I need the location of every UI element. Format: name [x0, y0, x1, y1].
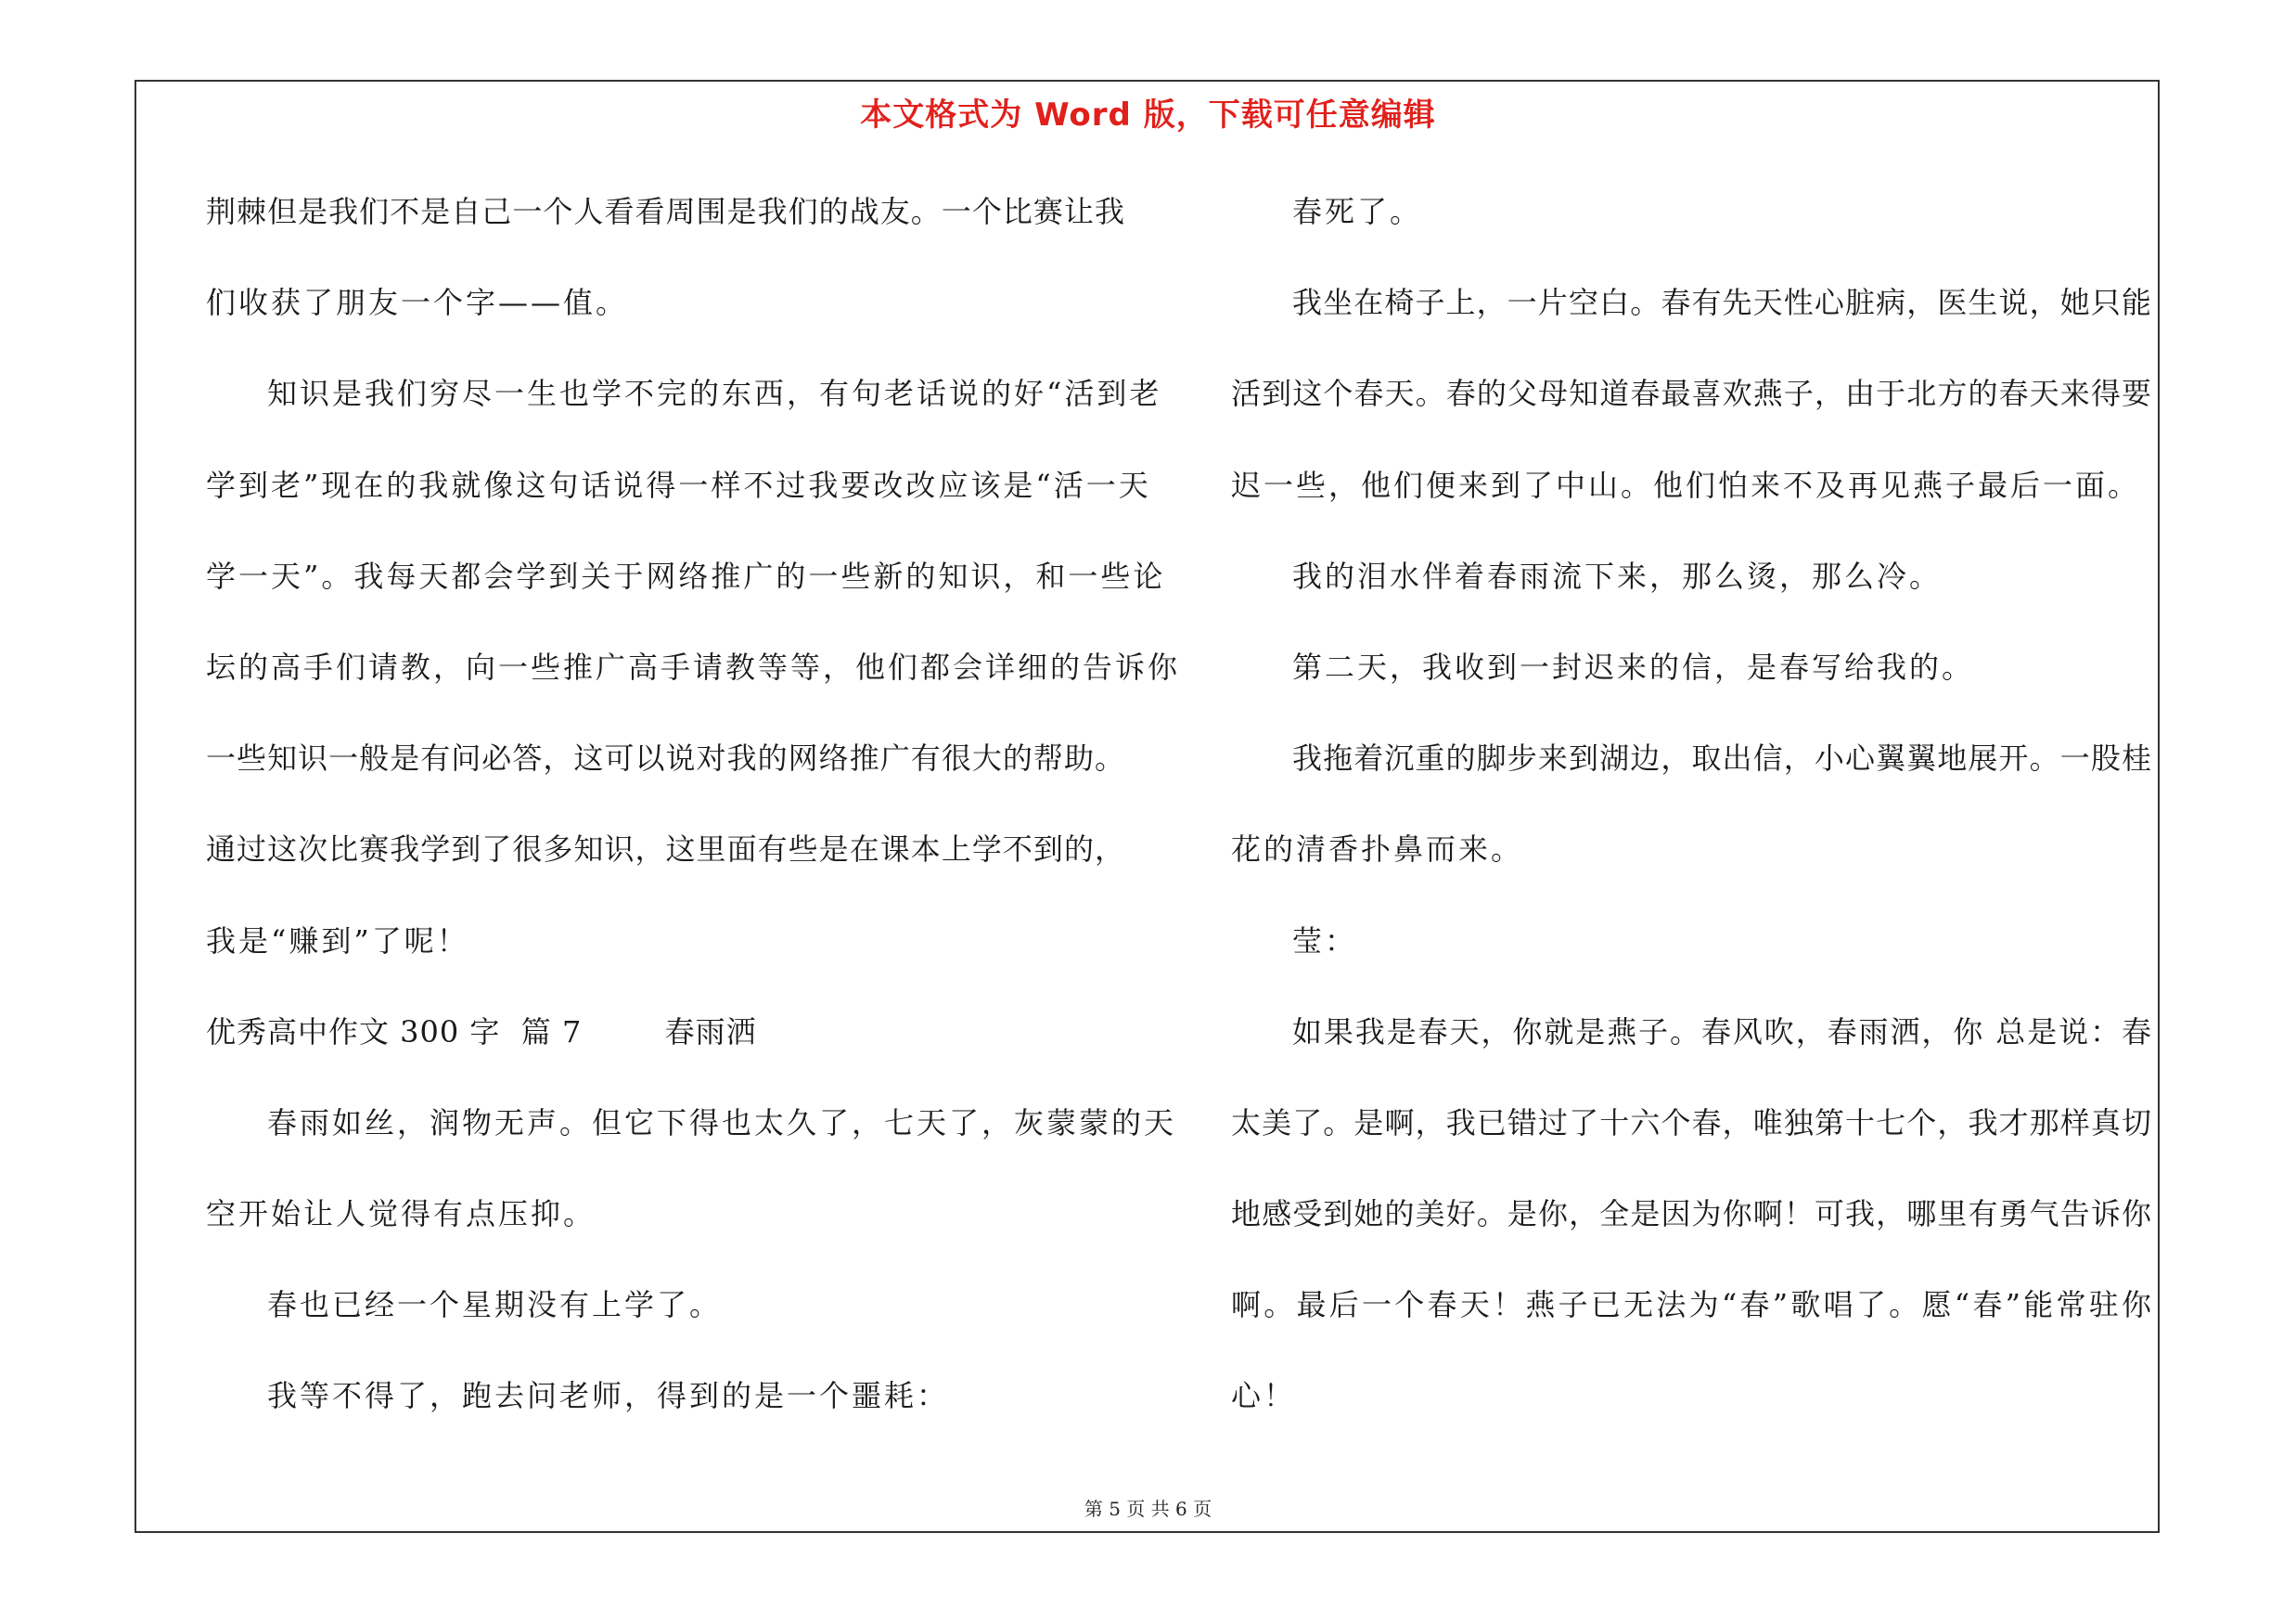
paragraph-line: 心！ — [1231, 1378, 1297, 1414]
paragraph-line: 啊。最后一个春天！燕子已无法为“春”歌唱了。愿“春”能常驻你 — [1231, 1287, 2151, 1323]
paragraph-line: 春也已经一个星期没有上学了。 — [267, 1287, 723, 1323]
letter-salutation: 莹： — [1292, 922, 1358, 959]
paragraph-line: 知识是我们穷尽一生也学不完的东西，有句老话说的好“活到老 — [267, 376, 1162, 412]
paragraph-line: 们收获了朋友一个字——值。 — [206, 285, 629, 321]
paragraph-line: 地感受到她的美好。是你，全是因为你啊！可我，哪里有勇气告诉你 — [1231, 1196, 2151, 1232]
paragraph-line: 坛的高手们请教，向一些推广高手请教等等，他们都会详细的告诉你 — [206, 649, 1181, 685]
paragraph-line: 学一天”。我每天都会学到关于网络推广的一些新的知识，和一些论 — [206, 558, 1166, 594]
paragraph-line: 春雨如丝，润物无声。但它下得也太久了，七天了，灰蒙蒙的天 — [267, 1104, 1177, 1140]
paragraph-line: 我等不得了，跑去问老师，得到的是一个噩耗： — [267, 1378, 950, 1414]
paragraph-line: 第二天，我收到一封迟来的信，是春写给我的。 — [1292, 649, 1975, 685]
paragraph-line: 花的清香扑鼻而来。 — [1231, 831, 1524, 868]
paragraph-line: 活到这个春天。春的父母知道春最喜欢燕子，由于北方的春天来得要 — [1231, 376, 2151, 412]
right-text-column — [1231, 183, 2151, 1459]
paragraph-line: 通过这次比赛我学到了很多知识，这里面有些是在课本上学不到的， — [206, 831, 1124, 868]
paragraph-line: 春死了。 — [1292, 194, 1423, 229]
paragraph-line: 我坐在椅子上，一片空白。春有先天性心脏病，医生说，她只能 — [1292, 285, 2151, 321]
page-number-footer: 第 5 页 共 6 页 — [1084, 1498, 1212, 1520]
paragraph-line: 我的泪水伴着春雨流下来，那么烫，那么冷。 — [1292, 558, 1943, 594]
paragraph-line: 荆棘但是我们不是自己一个人看看周围是我们的战友。一个比赛让我 — [206, 194, 1124, 229]
essay-section-heading: 优秀高中作文 300 字 篇 7 春雨洒 — [206, 1013, 757, 1050]
paragraph-line: 一些知识一般是有问必答，这可以说对我的网络推广有很大的帮助。 — [206, 741, 1124, 777]
word-format-banner: 本文格式为 Word 版，下载可任意编辑 — [860, 97, 1436, 134]
left-text-column — [206, 183, 1181, 1459]
paragraph-line: 我是“赚到”了呢！ — [206, 922, 469, 959]
paragraph-line: 学到老”现在的我就像这句话说得一样不过我要改改应该是“活一天 — [206, 467, 1151, 503]
paragraph-line: 迟一些，他们便来到了中山。他们怕来不及再见燕子最后一面。 — [1231, 467, 2141, 503]
paragraph-line: 太美了。是啊，我已错过了十六个春，唯独第十七个，我才那样真切 — [1231, 1104, 2151, 1140]
paragraph-line: 我拖着沉重的脚步来到湖边，取出信，小心翼翼地展开。一股桂 — [1292, 741, 2151, 777]
paragraph-line: 空开始让人觉得有点压抑。 — [206, 1196, 596, 1232]
paragraph-line: 如果我是春天，你就是燕子。春风吹，春雨洒，你 总是说：春 — [1292, 1013, 2151, 1050]
